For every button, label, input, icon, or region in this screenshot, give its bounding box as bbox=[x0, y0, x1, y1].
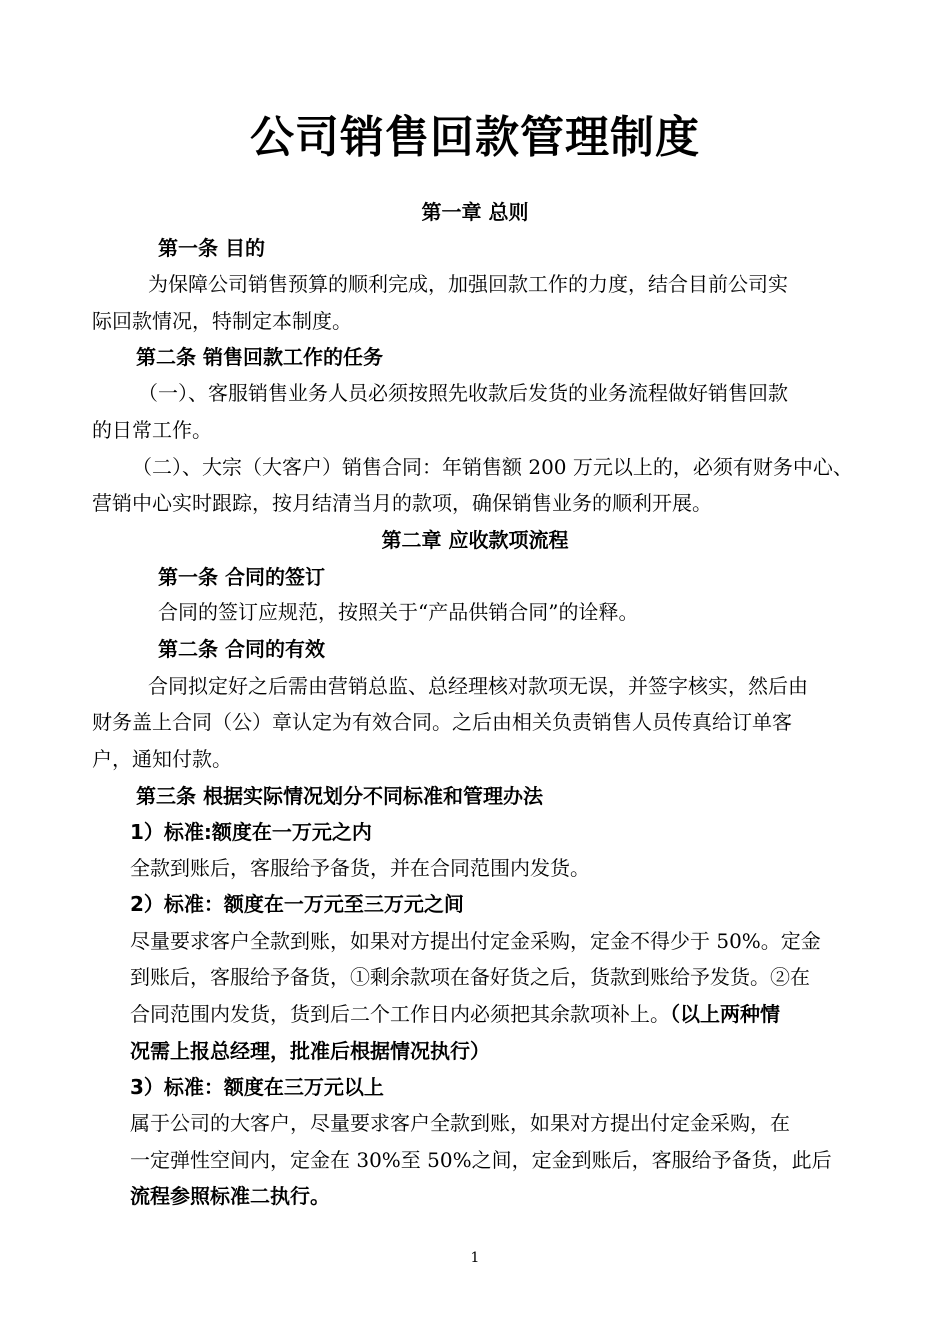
ch1-article-2-item-1-line-2: 的日常工作。 bbox=[92, 418, 212, 442]
ch2-article-2-heading: 第二条 合同的有效 bbox=[158, 637, 325, 661]
ch1-article-2-item-2-line-1: （二）、大宗（大客户）销售合同：年销售额 200 万元以上的，必须有财务中心、 bbox=[132, 455, 853, 479]
ch1-article-1-line-1: 为保障公司销售预算的顺利完成，加强回款工作的力度，结合目前公司实 bbox=[148, 272, 788, 296]
standard-1-heading: 1）标准:额度在一万元之内 bbox=[130, 820, 372, 844]
ch1-article-1-heading: 第一条 目的 bbox=[158, 236, 265, 260]
ch2-article-1-heading: 第一条 合同的签订 bbox=[158, 565, 325, 589]
standard-2-approval-note-start: （以上两种情 bbox=[670, 1002, 780, 1026]
standard-3-line-2: 一定弹性空间内，定金在 30%至 50%之间，定金到账后，客服给予备货，此后 bbox=[130, 1148, 832, 1172]
standard-2-line-2: 到账后，客服给予备货，①剩余款项在备好货之后，货款到账给予发货。②在 bbox=[130, 965, 810, 989]
standard-3-line-3: 流程参照标准二执行。 bbox=[130, 1184, 330, 1208]
ch2-article-2-line-3: 户，通知付款。 bbox=[92, 747, 232, 771]
ch2-article-1-text: 合同的签订应规范，按照关于“产品供销合同”的诠释。 bbox=[158, 600, 639, 624]
ch1-article-2-item-1-line-1: （一）、客服销售业务人员必须按照先收款后发货的业务流程做好销售回款 bbox=[138, 381, 788, 405]
standard-2-line-3-text: 合同范围内发货，货到后二个工作日内必须把其余款项补上。 bbox=[130, 1002, 670, 1026]
document-title: 公司销售回款管理制度 bbox=[250, 112, 700, 163]
ch2-article-3-heading: 第三条 根据实际情况划分不同标准和管理办法 bbox=[136, 784, 543, 808]
chapter-1-heading: 第一章 总则 bbox=[421, 200, 529, 224]
ch2-article-2-line-1: 合同拟定好之后需由营销总监、总经理核对款项无误，并签字核实，然后由 bbox=[148, 674, 808, 698]
standard-2-heading: 2）标准：额度在一万元至三万元之间 bbox=[130, 892, 464, 916]
standard-1-text: 全款到账后，客服给予备货，并在合同范围内发货。 bbox=[130, 856, 590, 880]
standard-2-line-1: 尽量要求客户全款到账，如果对方提出付定金采购，定金不得少于 50%。定金 bbox=[130, 929, 821, 953]
page-number: 1 bbox=[470, 1250, 480, 1266]
standard-2-line-3 bbox=[130, 1000, 780, 1028]
standard-3-heading: 3）标准：额度在三万元以上 bbox=[130, 1075, 384, 1099]
ch1-article-2-heading: 第二条 销售回款工作的任务 bbox=[136, 345, 383, 369]
standard-3-line-1: 属于公司的大客户，尽量要求客户全款到账，如果对方提出付定金采购，在 bbox=[130, 1111, 790, 1135]
ch2-article-2-line-2: 财务盖上合同（公）章认定为有效合同。之后由相关负责销售人员传真给订单客 bbox=[92, 710, 792, 734]
ch1-article-1-line-2: 际回款情况，特制定本制度。 bbox=[92, 309, 352, 333]
ch1-article-2-item-2-line-2: 营销中心实时跟踪，按月结清当月的款项，确保销售业务的顺利开展。 bbox=[92, 491, 712, 515]
chapter-2-heading: 第二章 应收款项流程 bbox=[381, 528, 569, 552]
standard-2-approval-note-end: 况需上报总经理，批准后根据情况执行） bbox=[130, 1039, 490, 1063]
